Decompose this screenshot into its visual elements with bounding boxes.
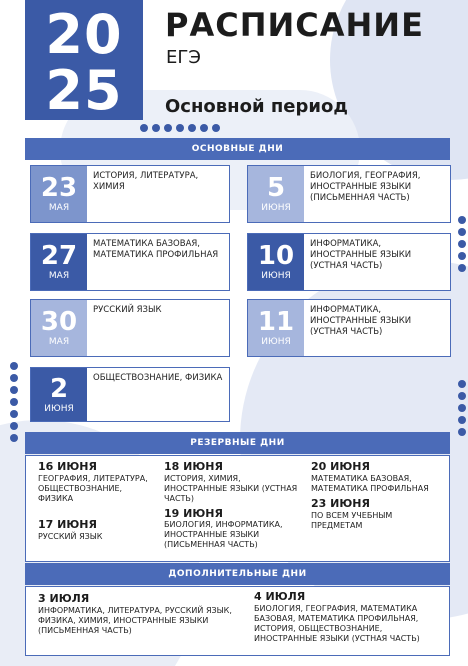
day-number: 27 xyxy=(40,241,78,271)
date-badge xyxy=(248,300,304,356)
day-subjects: ИНФОРМАТИКА, ИНОСТРАННЫЕ ЯЗЫКИ (УСТНАЯ ЧАСТЬ) xyxy=(310,305,412,337)
additional-date: 4 ИЮЛЯ xyxy=(254,590,306,603)
year-bottom: 25 xyxy=(45,59,123,122)
section-main-days: ОСНОВНЫЕ ДНИ xyxy=(25,138,450,160)
day-month: МАЯ xyxy=(48,337,70,347)
day-number: 23 xyxy=(40,173,78,203)
day-month: МАЯ xyxy=(48,271,70,281)
day-subjects: ОБЩЕСТВОЗНАНИЕ, ФИЗИКА xyxy=(93,373,223,383)
reserve-subjects: РУССКИЙ ЯЗЫК xyxy=(38,532,103,541)
year-top: 20 xyxy=(45,3,123,66)
day-number: 2 xyxy=(49,373,69,404)
reserve-subjects: МАТЕМАТИКА БАЗОВАЯ, МАТЕМАТИКА ПРОФИЛЬНАЯ xyxy=(311,474,429,493)
day-month: ИЮНЯ xyxy=(261,337,291,347)
section-additional-days: ДОПОЛНИТЕЛЬНЫЕ ДНИ xyxy=(25,563,450,585)
main-day-card xyxy=(30,165,230,223)
date-badge xyxy=(31,368,87,421)
day-subjects: БИОЛОГИЯ, ГЕОГРАФИЯ, ИНОСТРАННЫЕ ЯЗЫКИ (ПИСЬМЕННАЯ ЧАСТЬ) xyxy=(310,171,421,203)
decor-dots xyxy=(140,124,220,132)
day-subjects: МАТЕМАТИКА БАЗОВАЯ, МАТЕМАТИКА ПРОФИЛЬНАЯ xyxy=(93,239,219,260)
day-month: МАЯ xyxy=(48,203,70,213)
main-day-card xyxy=(247,299,451,357)
main-day-card xyxy=(247,165,451,223)
reserve-date: 16 ИЮНЯ xyxy=(38,460,97,473)
main-day-card xyxy=(30,299,230,357)
additional-subjects: ИНФОРМАТИКА, ЛИТЕРАТУРА, РУССКИЙ ЯЗЫК, ФИЗИКА, ХИМИЯ, ИНОСТРАННЫЕ ЯЗЫКИ (ПИСЬМЕННАЯ ЧАСТЬ) xyxy=(38,606,232,635)
decor-dots xyxy=(458,380,466,436)
day-month: ИЮНЯ xyxy=(44,403,74,414)
day-month: ИЮНЯ xyxy=(261,271,291,281)
decor-dots xyxy=(10,362,18,442)
day-number: 11 xyxy=(257,307,295,337)
reserve-subjects: ПО ВСЕМ УЧЕБНЫМ ПРЕДМЕТАМ xyxy=(311,511,393,530)
date-badge xyxy=(31,300,87,356)
reserve-date: 18 ИЮНЯ xyxy=(164,460,223,473)
date-badge xyxy=(248,166,304,222)
reserve-date: 20 ИЮНЯ xyxy=(311,460,370,473)
page-title: РАСПИСАНИЕ xyxy=(165,6,424,44)
reserve-days-box xyxy=(25,455,450,562)
day-number: 5 xyxy=(266,173,286,203)
reserve-date: 17 ИЮНЯ xyxy=(38,518,97,531)
reserve-subjects: ГЕОГРАФИЯ, ЛИТЕРАТУРА, ОБЩЕСТВОЗНАНИЕ, ФИЗИКА xyxy=(38,474,148,503)
decor-dots xyxy=(458,216,466,272)
reserve-date: 23 ИЮНЯ xyxy=(311,497,370,510)
day-number: 10 xyxy=(257,241,295,271)
day-subjects: РУССКИЙ ЯЗЫК xyxy=(93,305,162,315)
main-day-card xyxy=(30,367,230,422)
additional-subjects: БИОЛОГИЯ, ГЕОГРАФИЯ, МАТЕМАТИКА БАЗОВАЯ, МАТЕМАТИКА ПРОФИЛЬНАЯ, ИСТОРИЯ, ОБЩЕСТВОЗНАНИЕ, ИНОСТРАННЫЕ ЯЗЫКИ (УСТНАЯ ЧАСТЬ) xyxy=(254,604,420,643)
date-badge xyxy=(31,166,87,222)
page-subtitle: ЕГЭ xyxy=(166,47,201,68)
section-reserve-days: РЕЗЕРВНЫЕ ДНИ xyxy=(25,432,450,454)
day-subjects: ИНФОРМАТИКА, ИНОСТРАННЫЕ ЯЗЫКИ (УСТНАЯ ЧАСТЬ) xyxy=(310,239,412,271)
day-month: ИЮНЯ xyxy=(261,203,291,213)
reserve-subjects: БИОЛОГИЯ, ИНФОРМАТИКА, ИНОСТРАННЫЕ ЯЗЫКИ (ПИСЬМЕННАЯ ЧАСТЬ) xyxy=(164,520,283,549)
reserve-date: 19 ИЮНЯ xyxy=(164,507,223,520)
additional-days-box xyxy=(25,586,450,656)
period-heading: Основной период xyxy=(165,96,348,117)
main-day-card xyxy=(30,233,230,291)
date-badge xyxy=(248,234,304,290)
main-day-card xyxy=(247,233,451,291)
day-subjects: ИСТОРИЯ, ЛИТЕРАТУРА, ХИМИЯ xyxy=(93,171,199,192)
day-number: 30 xyxy=(40,307,78,337)
additional-date: 3 ИЮЛЯ xyxy=(38,592,90,605)
reserve-subjects: ИСТОРИЯ, ХИМИЯ, ИНОСТРАННЫЕ ЯЗЫКИ (УСТНАЯ ЧАСТЬ) xyxy=(164,474,298,503)
date-badge xyxy=(31,234,87,290)
